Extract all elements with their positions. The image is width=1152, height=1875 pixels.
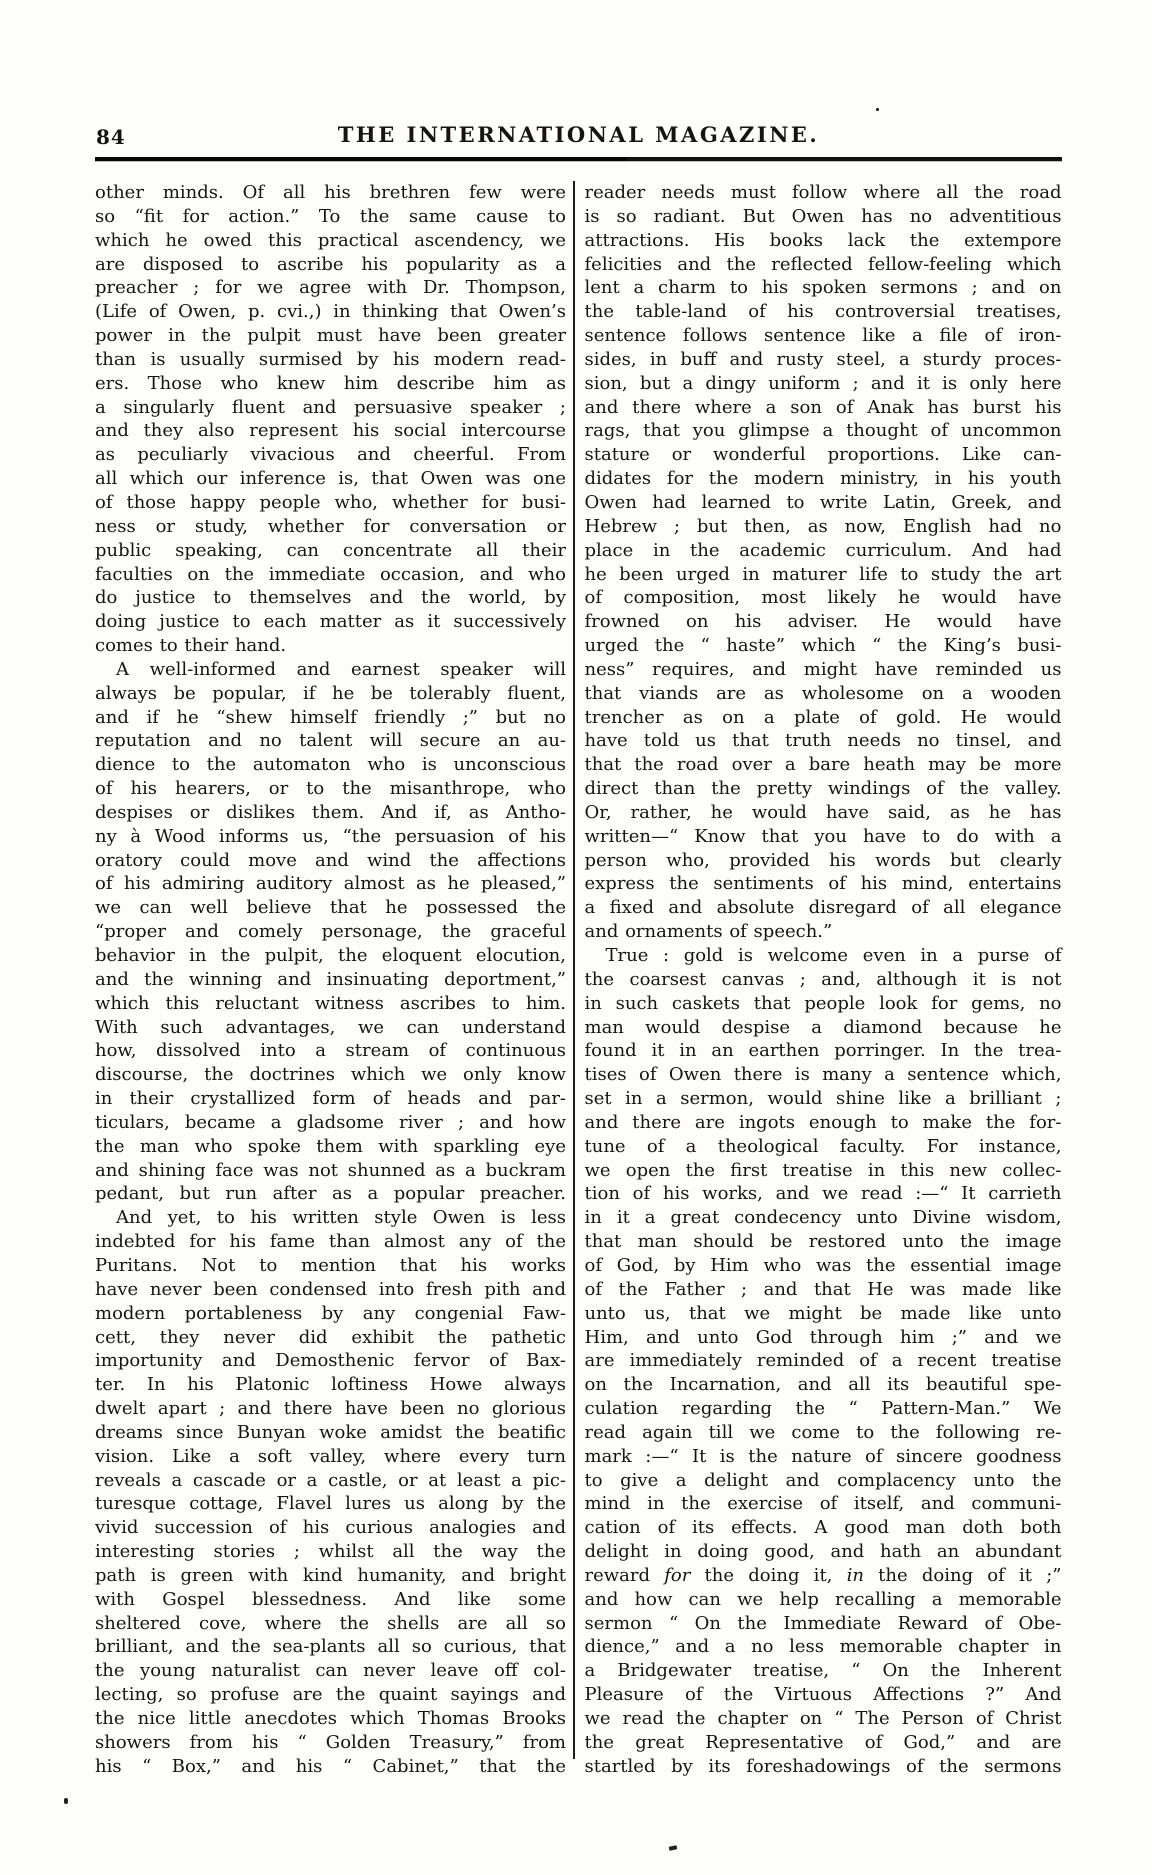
text-line: reveals a cascade or a castle, or at least a pic- [95,1469,566,1491]
text-line: reward for the doing it, in the doing of it ;” [584,1564,1062,1586]
text-line: delight in doing good, and hath an abundant [584,1541,1062,1563]
text-line: which this reluctant witness ascribes to him. [95,992,566,1014]
text-line: public speaking, can concentrate all their [95,539,566,561]
text-block [95,181,1062,1779]
text-line: indebted for his fame than almost any of the [95,1231,566,1253]
text-line: felicities and the reflected fellow-feeling which [584,253,1062,275]
text-line: sides, in buff and rusty steel, a sturdy proces- [584,348,1062,370]
text-line: and they also represent his social intercourse [95,420,566,442]
text-line: and how can we help recalling a memorable [584,1588,1062,1610]
text-line: interesting stories ; whilst all the way the [95,1541,566,1563]
text-line: Owen had learned to write Latin, Greek, and [584,491,1062,513]
text-line: cation of its effects. A good man doth both [584,1517,1062,1539]
text-line: And yet, to his written style Owen is less [116,1207,566,1229]
text-line: ness” requires, and might have reminded us [584,658,1062,680]
text-line: startled by its foreshadowings of the sermons [584,1755,1062,1777]
text-line: faculties on the immediate occasion, and who [95,563,566,585]
text-line: frowned on his adviser. He would have [584,611,1062,633]
text-line: of those happy people who, whether for busi- [95,491,566,513]
text-line: the coarsest canvas ; and, although it is not [584,968,1062,990]
text-line: tises of Owen there is many a sentence which, [584,1064,1062,1086]
text-line: True : gold is welcome even in a purse of [605,945,1062,966]
text-line: lecting, so profuse are the quaint sayings and [95,1684,566,1706]
text-line: dreams since Bunyan woke amidst the beatific [95,1421,566,1443]
text-line: trencher as on a plate of gold. He would [584,706,1062,728]
text-line: lent a charm to his spoken sermons ; and on [584,277,1062,299]
text-line: attractions. His books lack the extempore [584,229,1062,251]
text-line: comes to their hand. [95,635,287,657]
text-line: to give a delight and complacency unto the [584,1469,1062,1491]
text-line: behavior in the pulpit, the eloquent elocution, [95,945,566,966]
text-line: stature or wonderful proportions. Like can- [584,444,1062,466]
text-line: that the road over a bare heath may be more [584,754,1062,776]
text-line: ny à Wood informs us, “the persuasion of his [95,825,566,847]
text-line: the nice little anecdotes which Thomas Brooks [95,1708,566,1729]
page-title: THE INTERNATIONAL MAGAZINE. [337,122,820,147]
text-line: ers. Those who knew him describe him as [95,372,566,394]
text-line: on the Incarnation, and all its beautiful spe- [584,1374,1062,1396]
text-line: didates for the modern ministry, in his youth [584,468,1062,490]
text-line: the young naturalist can never leave off col- [95,1660,566,1682]
text-line: oratory could move and wind the affections [95,849,566,871]
text-line: ness or study, whether for conversation or [95,515,566,537]
text-line: place in the academic curriculum. And had [584,539,1062,561]
text-line: path is green with kind humanity, and bright [95,1564,566,1586]
text-line: that viands are as wholesome on a wooden [584,682,1062,704]
right-column [585,181,1062,1779]
text-line: dience,” and a no less memorable chapter in [584,1636,1062,1658]
text-line: cett, they never did exhibit the pathetic [95,1326,566,1348]
text-line: set in a sermon, would shine like a brilliant ; [584,1088,1062,1110]
text-line: written—“ Know that you have to do with a [584,825,1062,847]
text-line: of composition, most likely he would have [584,587,1062,609]
text-line: “proper and comely personage, the graceful [95,921,566,943]
text-line: person who, provided his words but clearly [584,849,1062,871]
text-line: urged the “ haste” which “ the King’s busi- [584,635,1062,657]
text-line: a Bridgewater treatise, “ On the Inherent [584,1660,1062,1682]
column-divider [573,181,575,1759]
text-line: and there are ingots enough to make the for- [584,1111,1062,1133]
text-line: Pleasure of the Virtuous Affections ?” And [584,1684,1062,1706]
text-line: (Life of Owen, p. cvi.,) in thinking that Owen’s [95,301,566,323]
ink-speck [64,1798,68,1804]
text-line: unto us, that we might be made like unto [584,1302,1062,1324]
text-line: the table-land of his controversial treatises, [584,301,1062,323]
text-line: sion, but a dingy uniform ; and it is only here [584,372,1062,394]
text-line: Or, rather, he would have said, as he has [584,801,1062,823]
text-line: and ornaments of speech.” [584,921,833,943]
text-line: the great Representative of God,” and are [584,1731,1062,1753]
text-line: are immediately reminded of a recent treatise [584,1350,1062,1372]
text-line: With such advantages, we can understand [95,1016,566,1038]
text-line: read again till we come to the following re- [584,1421,1062,1443]
text-line: than is usually surmised by his modern read- [95,348,566,370]
text-line: found it in an earthen porringer. In the trea- [584,1040,1062,1062]
text-line: a fixed and absolute disregard of all elegance [584,897,1062,919]
text-line: his “ Box,” and his “ Cabinet,” that the [95,1755,566,1777]
text-line: he been urged in maturer life to study the art [584,563,1062,585]
text-line: dience to the automaton who is unconscious [95,754,566,776]
text-line: which he owed this practical ascendency, we [95,229,566,251]
text-line: mind in the exercise of itself, and communi- [584,1493,1062,1515]
text-line: pedant, but run after as a popular preacher. [95,1183,566,1205]
text-line: and there where a son of Anak has burst his [584,396,1062,418]
ink-speck [669,1845,678,1851]
text-line: despises or dislikes them. And if, as Antho- [95,801,566,823]
text-line: how, dissolved into a stream of continuous [95,1040,566,1062]
text-line: so “fit for action.” To the same cause to [95,205,566,227]
text-line: vivid succession of his curious analogies and [95,1517,566,1539]
text-line: of his hearers, or to the misanthrope, who [95,778,566,800]
text-line: culation regarding the “ Pattern-Man.” We [584,1398,1062,1420]
text-line: in such caskets that people look for gems, no [584,992,1062,1014]
text-line: ticulars, became a gladsome river ; and how [95,1111,566,1133]
text-line: sheltered cove, where the shells are all so [95,1612,566,1634]
text-line: we read the chapter on “ The Person of Christ [584,1708,1062,1729]
text-line: all which our inference is, that Owen was one [95,468,566,490]
text-line: and if he “shew himself friendly ;” but no [95,706,566,728]
text-line: importunity and Demosthenic fervor of Bax- [95,1350,566,1372]
text-line: a singularly fluent and persuasive speaker ; [95,396,566,418]
text-line: with Gospel blessedness. And like some [95,1588,566,1610]
text-line: always be popular, if he be tolerably fluent, [95,682,566,704]
text-line: and the winning and insinuating deportment,” [95,968,566,990]
left-column [95,181,566,1779]
text-line: Him, and unto God through him ;” and we [584,1326,1062,1348]
text-line: doing justice to each matter as it successively [95,611,566,633]
text-line: rags, that you glimpse a thought of uncommon [584,420,1062,442]
text-line: that man should be restored unto the image [584,1231,1062,1253]
text-line: is so radiant. But Owen has no adventitious [584,205,1062,227]
text-line: A well-informed and earnest speaker will [116,658,566,680]
text-line: power in the pulpit must have been greater [95,325,566,347]
text-line: preacher ; for we agree with Dr. Thompson, [95,277,566,299]
text-line: in their crystallized form of heads and par- [95,1088,566,1110]
text-line: mark :—“ It is the nature of sincere goodness [584,1445,1062,1467]
text-line: vision. Like a soft valley, where every turn [95,1445,566,1467]
text-line: we open the first treatise in this new collec- [584,1159,1062,1181]
text-line: tune of a theological faculty. For instance, [584,1135,1062,1157]
text-line: modern portableness by any congenial Faw- [95,1302,566,1324]
text-line: tion of his works, and we read :—“ It carrieth [584,1183,1062,1205]
text-line: discourse, the doctrines which we only know [95,1064,566,1086]
text-line: have never been condensed into fresh pith and [95,1278,566,1300]
text-line: we can well believe that he possessed the [95,897,566,919]
text-line: Puritans. Not to mention that his works [95,1254,566,1276]
text-line: sentence follows sentence like a file of iron- [584,325,1062,347]
text-line: ter. In his Platonic loftiness Howe always [95,1374,566,1396]
text-line: and shining face was not shunned as a buckram [95,1159,566,1181]
text-line: direct than the pretty windings of the valley. [584,778,1062,800]
text-line: the man who spoke them with sparkling eye [95,1135,566,1157]
text-line: have told us that truth needs no tinsel, and [584,730,1062,752]
text-line: express the sentiments of his mind, entertains [584,873,1062,895]
text-line: brilliant, and the sea-plants all so curious, that [95,1636,566,1658]
page-number: 84 [96,125,126,149]
text-line: other minds. Of all his brethren few were [95,182,566,203]
text-line: dwelt apart ; and there have been no glorious [95,1398,566,1420]
text-line: of God, by Him who was the essential image [584,1254,1062,1276]
text-line: sermon “ On the Immediate Reward of Obe- [584,1612,1062,1634]
text-line: man would despise a diamond because he [584,1016,1062,1038]
text-line: of his admiring auditory almost as he pleased,” [95,873,566,895]
text-line: reputation and no talent will secure an au- [95,730,566,752]
text-line: in it a great condecency unto Divine wisdom, [584,1207,1062,1229]
text-line: are disposed to ascribe his popularity as a [95,253,566,275]
text-line: do justice to themselves and the world, by [95,587,566,609]
text-line: of the Father ; and that He was made like [584,1278,1062,1300]
text-line: reader needs must follow where all the road [584,182,1062,203]
ink-speck [876,108,879,111]
header-rule [95,157,1062,161]
text-line: Hebrew ; but then, as now, English had no [584,515,1062,537]
text-line: turesque cottage, Flavel lures us along by the [95,1493,566,1515]
text-line: showers from his “ Golden Treasury,” from [95,1731,566,1753]
text-line: as peculiarly vivacious and cheerful. From [95,444,566,466]
